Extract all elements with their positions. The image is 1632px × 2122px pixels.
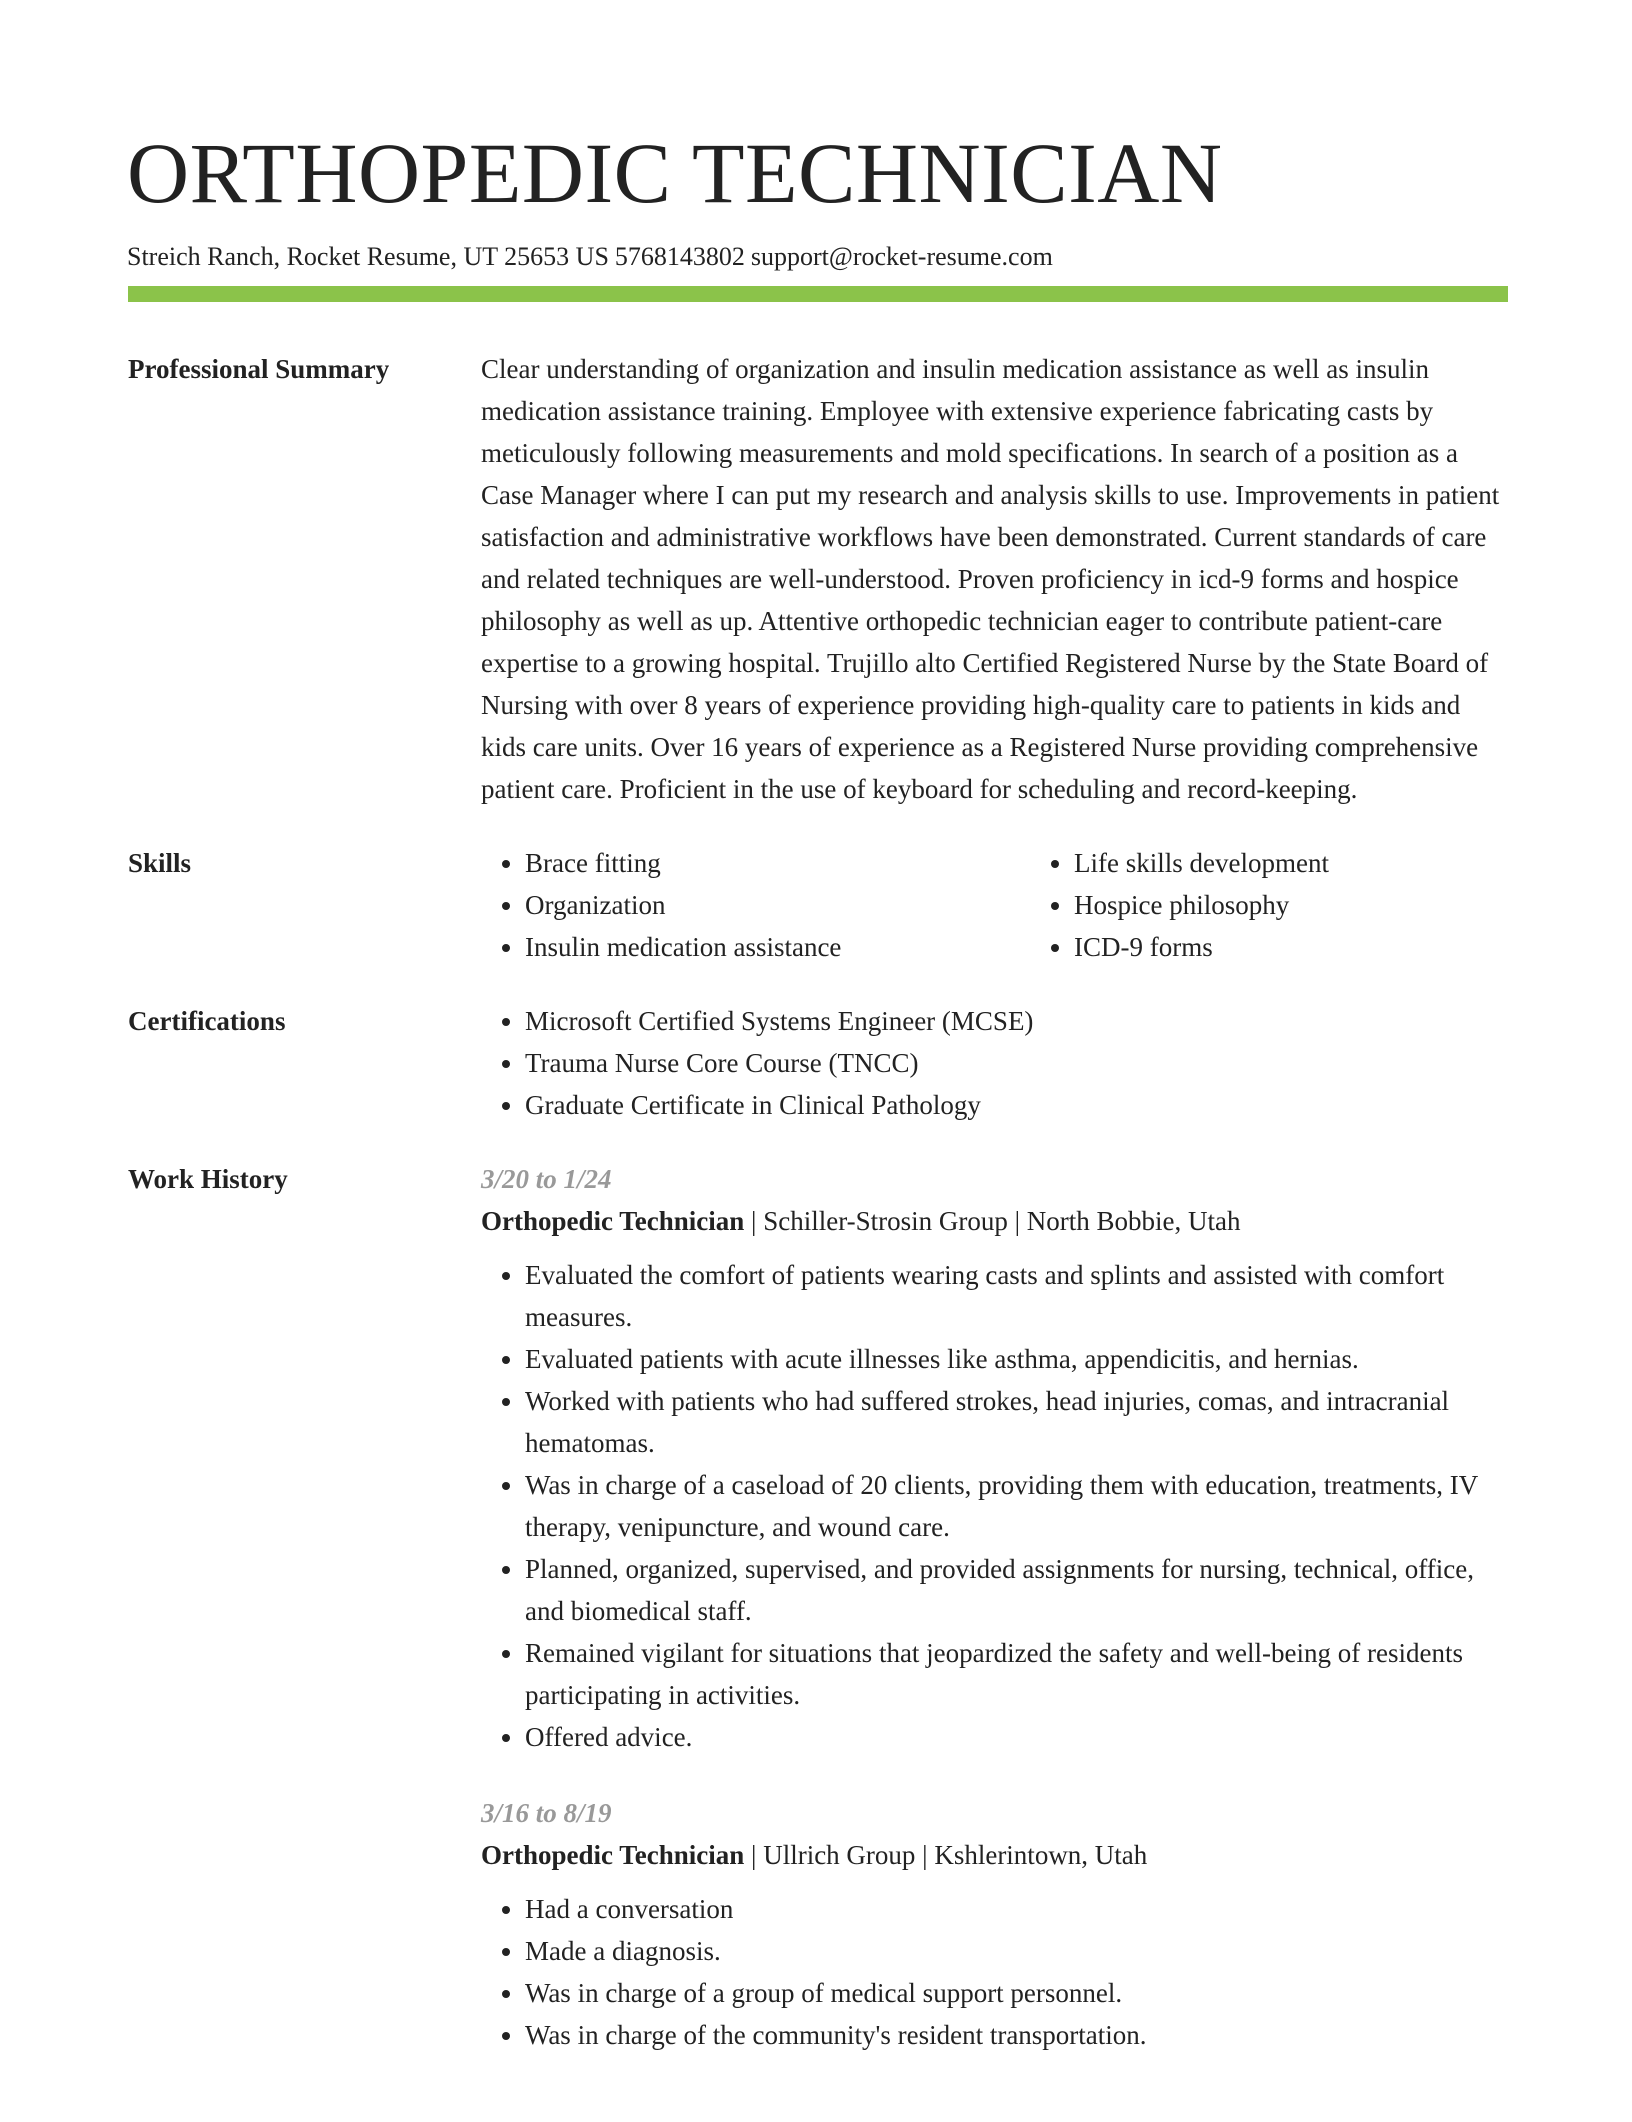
resume-header [127,118,1507,274]
contact-line [127,240,1507,274]
separator: | [751,1840,764,1870]
job-bullet: • Offered advice. [525,1716,1508,1758]
skills-body [481,842,1579,968]
skill-item: • ICD-9 forms [1074,926,1579,968]
resume-content [128,348,1508,2122]
email: support@rocket-resume.com [750,242,1053,271]
job-bullets [481,1254,1508,1758]
summary-text: Clear understanding of organization and insulin medication assistance as well as insulin medication assistance training. Employee with extensive experience fabricating casts by meticulously following measurements and mold specifications. In search of a position as a Case Manager where I can put my research and analysis skills to use. Improvements in patient satisfaction and administrative workflows have been demonstrated. Current standards of care and related techniques are well-understood. Proven proficiency in icd-9 forms and hospice philosophy as well as up. Attentive orthopedic technician eager to contribute patient-care expertise to a growing hospital. Trujillo alto Certified Registered Nurse by the State Board of Nursing with over 8 years of experience providing high-quality care to patients in kids and kids care units. Over 16 years of experience as a Registered Nurse providing comprehensive patient care. Proficient in the use of keyboard for scheduling and record-keeping. [481,354,1500,804]
job-company: Ullrich Group [763,1840,916,1870]
job-header-line [481,1200,1508,1242]
skill-item: • Life skills development [1074,842,1579,884]
job-bullet: • Planned, organized, supervised, and provided assignments for nursing, technical, office, and biomedical staff. [525,1548,1508,1632]
job-entry [481,1158,1508,1758]
work-history-body [481,1158,1508,2090]
certification-item: • Trauma Nurse Core Course (TNCC) [525,1042,1508,1084]
accent-divider [128,286,1508,302]
job-bullet: • Worked with patients who had suffered strokes, head injuries, comas, and intracranial hematomas. [525,1380,1508,1464]
separator: | [1014,1206,1027,1236]
summary-heading: Professional Summary [128,354,390,384]
certifications-section [128,1000,1508,1126]
skills-list-left [481,842,1030,968]
skills-list-right [1030,842,1579,968]
job-bullets [481,1888,1508,2056]
job-header-line [481,1834,1508,1876]
job-dates: 3/16 to 8/19 [481,1798,612,1828]
job-bullet: • Was in charge of a caseload of 20 clients, providing them with education, treatments, IV therapy, venipuncture, and wound care. [525,1464,1508,1548]
job-bullet: • Was in charge of a group of medical support personnel. [525,1972,1508,2014]
certifications-heading: Certifications [128,1006,286,1036]
summary-section [128,348,1508,810]
job-title: Orthopedic Technician [481,1840,745,1870]
skill-item: • Brace fitting [525,842,1030,884]
separator: | [751,1206,764,1236]
job-bullet: • Made a diagnosis. [525,1930,1508,1972]
job-dates: 3/20 to 1/24 [481,1164,612,1194]
job-location: North Bobbie, Utah [1026,1206,1241,1236]
phone: 5768143802 [614,242,745,271]
work-history-heading: Work History [128,1164,288,1194]
address: Streich Ranch, Rocket Resume, UT 25653 US [127,242,609,271]
skill-item: • Hospice philosophy [1074,884,1579,926]
work-history-section [128,1158,1508,2090]
certification-item: • Microsoft Certified Systems Engineer (MCSE) [525,1000,1508,1042]
job-bullet: • Remained vigilant for situations that jeopardized the safety and well-being of residents participating in activities. [525,1632,1508,1716]
job-bullet: • Was in charge of the community's resident transportation. [525,2014,1508,2056]
job-bullet: • Evaluated patients with acute illnesses like asthma, appendicitis, and hernias. [525,1338,1508,1380]
job-bullet: • Had a conversation [525,1888,1508,1930]
candidate-name: ORTHOPEDIC TECHNICIAN [127,125,1223,221]
job-entry [481,1792,1508,2056]
job-location: Kshlerintown, Utah [934,1840,1148,1870]
job-bullet: • Evaluated the comfort of patients wearing casts and splints and assisted with comfort measures. [525,1254,1508,1338]
skills-heading: Skills [128,848,192,878]
job-company: Schiller-Strosin Group [763,1206,1008,1236]
skill-item: • Organization [525,884,1030,926]
skill-item: • Insulin medication assistance [525,926,1030,968]
separator: | [922,1840,935,1870]
summary-body [481,348,1508,810]
certification-item: • Graduate Certificate in Clinical Pathology [525,1084,1508,1126]
certifications-list [481,1000,1508,1126]
skills-section [128,842,1508,968]
job-title: Orthopedic Technician [481,1206,745,1236]
certifications-body [481,1000,1508,1126]
